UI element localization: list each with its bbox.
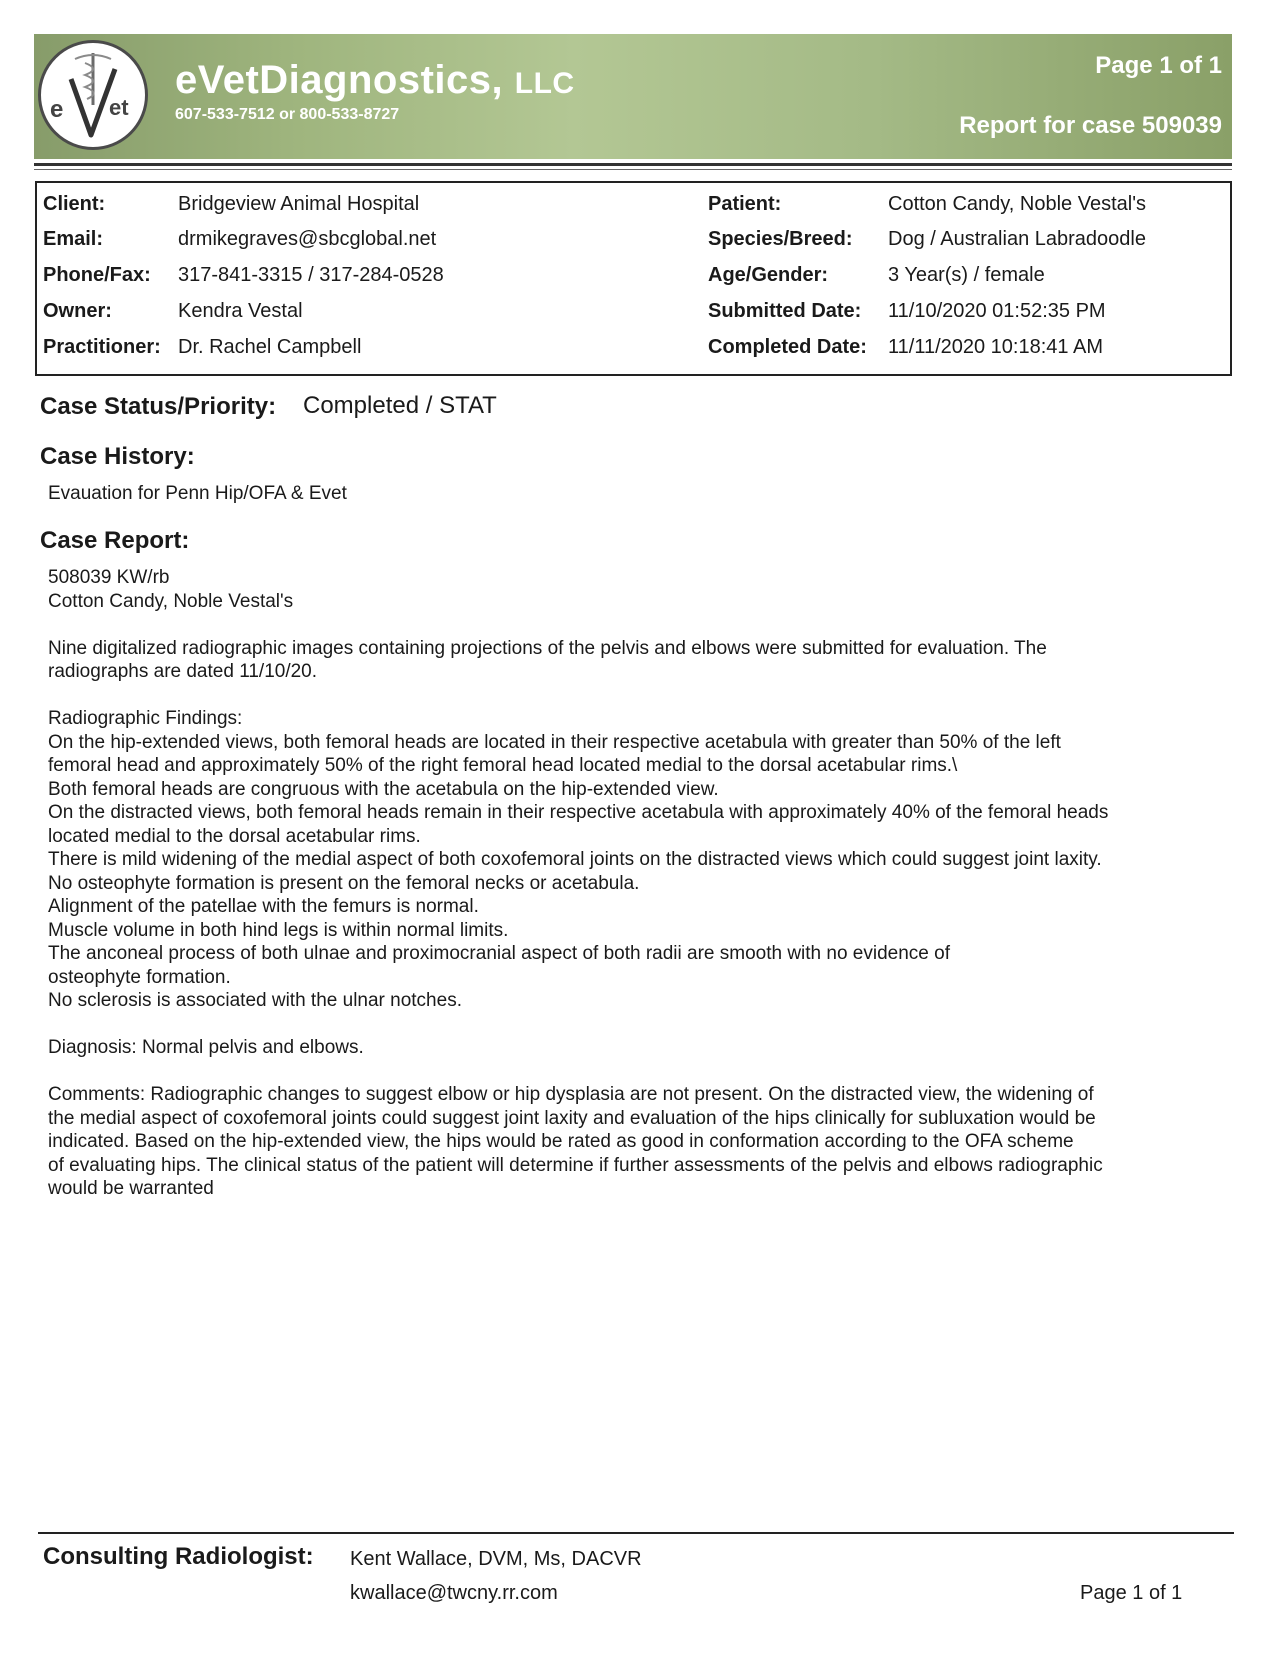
report-line: the medial aspect of coxofemoral joints could suggest joint laxity and evaluation of the hips clinically for subluxation would be	[48, 1107, 1096, 1129]
case-status-value: Completed / STAT	[303, 392, 497, 419]
report-line: of evaluating hips. The clinical status of the patient will determine if further assessments of the pelvis and elbows radiographic	[48, 1154, 1103, 1176]
info-label: Submitted Date:	[708, 300, 862, 322]
report-line: On the hip-extended views, both femoral heads are located in their respective acetabula with greater than 50% of the left	[48, 731, 1061, 753]
report-paragraph-gap	[48, 613, 1228, 637]
report-paragraph-gap	[48, 1013, 1228, 1037]
company-phones: 607-533-7512 or 800-533-8727	[175, 106, 400, 123]
report-line: femoral head and approximately 50% of the right femoral head located medial to the dorsal acetabular rims.\	[48, 755, 958, 776]
info-label: Phone/Fax:	[43, 264, 151, 286]
info-label: Owner:	[43, 300, 112, 322]
logo-letters-et: et	[109, 95, 129, 120]
case-status-heading: Case Status/Priority:	[40, 393, 277, 420]
report-line: On the distracted views, both femoral heads remain in their respective acetabula with approximately 40% of the femoral heads	[48, 802, 1109, 823]
report-line: The anconeal process of both ulnae and proximocranial aspect of both radii are smooth with no evidence of	[48, 943, 950, 964]
info-label: Client:	[43, 193, 106, 215]
report-line: 508039 KW/rb	[48, 567, 170, 588]
info-value: 11/11/2020 10:18:41 AM	[888, 336, 1103, 358]
report-paragraph-gap	[48, 1060, 1228, 1084]
info-label: Completed Date:	[708, 336, 867, 358]
case-report-heading: Case Report:	[40, 527, 190, 554]
report-case-number: Report for case 509039	[959, 112, 1222, 139]
report-line: Alignment of the patellae with the femurs is normal.	[48, 896, 479, 917]
info-label: Patient:	[708, 193, 782, 215]
evet-logo	[38, 40, 148, 150]
info-value: Cotton Candy, Noble Vestal's	[888, 193, 1147, 215]
info-value: 11/10/2020 01:52:35 PM	[888, 300, 1106, 322]
info-value: 317-841-3315 / 317-284-0528	[178, 264, 444, 286]
report-line: Muscle volume in both hind legs is within normal limits.	[48, 919, 509, 941]
info-label: Practitioner:	[43, 336, 161, 358]
report-line: Comments: Radiographic changes to suggest elbow or hip dysplasia are not present. On the distracted view, the widening of	[48, 1084, 1094, 1105]
report-line: located medial to the dorsal acetabular rims.	[48, 825, 421, 847]
report-line: There is mild widening of the medial aspect of both coxofemoral joints on the distracted views which could suggest joint laxity.	[48, 849, 1102, 870]
case-history-heading: Case History:	[40, 443, 195, 470]
report-line: No osteophyte formation is present on the femoral necks or acetabula.	[48, 872, 640, 894]
report-line: Nine digitalized radiographic images containing projections of the pelvis and elbows were submitted for evaluation. The	[48, 637, 1047, 659]
report-paragraph-gap	[48, 684, 1228, 708]
company-suffix: LLC	[514, 67, 575, 100]
footer-divider	[38, 1532, 1234, 1534]
info-label: Species/Breed:	[708, 228, 853, 250]
consulting-radiologist-email: kwallace@twcny.rr.com	[350, 1582, 558, 1604]
page-indicator-bottom: Page 1 of 1	[1080, 1582, 1183, 1604]
case-report-body	[48, 566, 1228, 1201]
info-value: Kendra Vestal	[178, 300, 303, 322]
report-line: Radiographic Findings:	[48, 708, 243, 729]
header-divider	[34, 163, 1232, 166]
report-line: osteophyte formation.	[48, 966, 231, 988]
report-line: radiographs are dated 11/10/20.	[48, 661, 318, 682]
report-line: would be warranted	[48, 1178, 214, 1199]
report-line: Cotton Candy, Noble Vestal's	[48, 590, 294, 612]
company-name-text: eVetDiagnostics,	[175, 58, 504, 102]
info-value: drmikegraves@sbcglobal.net	[178, 228, 437, 250]
info-label: Email:	[43, 228, 104, 250]
consulting-radiologist-name: Kent Wallace, DVM, Ms, DACVR	[350, 1548, 642, 1570]
consulting-radiologist-label: Consulting Radiologist:	[43, 1543, 314, 1570]
company-name	[175, 58, 575, 103]
info-value: Dog / Australian Labradoodle	[888, 228, 1146, 250]
page-indicator-top: Page 1 of 1	[1095, 52, 1222, 79]
header-divider-thin	[34, 169, 1232, 170]
report-line: No sclerosis is associated with the ulnar notches.	[48, 990, 462, 1011]
info-value: Dr. Rachel Campbell	[178, 336, 362, 358]
case-history-text: Evauation for Penn Hip/OFA & Evet	[48, 483, 347, 504]
report-line: Diagnosis: Normal pelvis and elbows.	[48, 1037, 364, 1058]
logo-letter-e: e	[50, 96, 64, 123]
report-line: Both femoral heads are congruous with the acetabula on the hip-extended view.	[48, 778, 719, 800]
info-value: 3 Year(s) / female	[888, 264, 1045, 286]
info-label: Age/Gender:	[708, 264, 829, 286]
info-value: Bridgeview Animal Hospital	[178, 193, 420, 215]
report-line: indicated. Based on the hip-extended view, the hips would be rated as good in conformation according to the OFA scheme	[48, 1131, 1074, 1152]
